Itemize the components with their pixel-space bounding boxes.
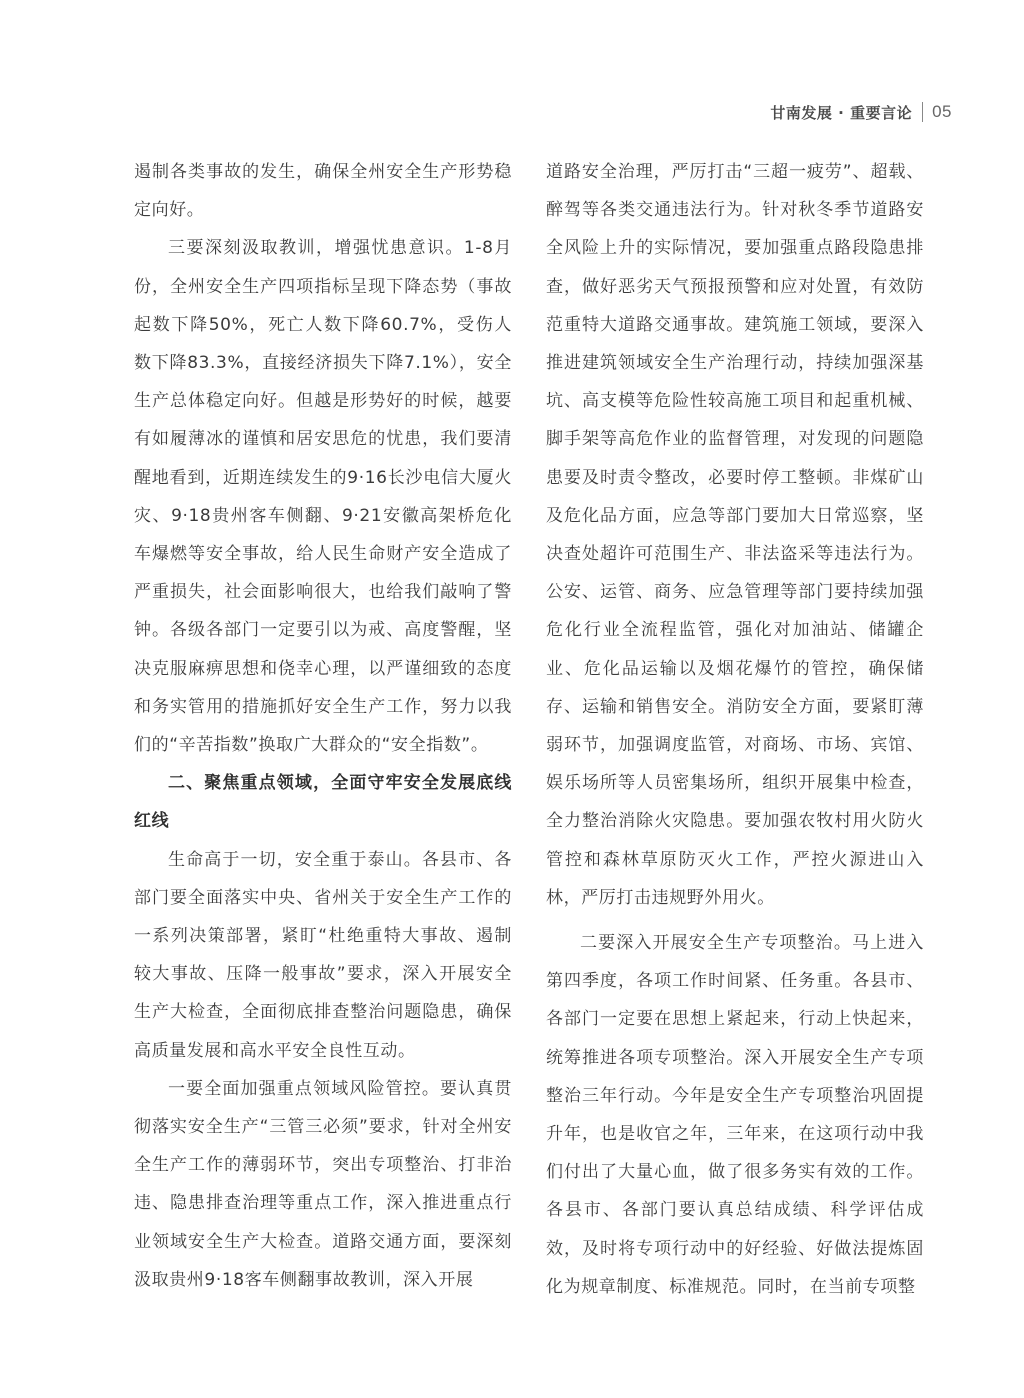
paragraph-continuation: 遏制各类事故的发生，确保全州安全生产形势稳定向好。: [134, 162, 512, 221]
paragraph-safety-first: 生命高于一切，安全重于泰山。各县市、各部门要全面落实中央、省州关于安全生产工作的一系列决策部署，紧盯“杜绝重特大事故、遏制较大事故、压降一般事故”要求，深入开展安全生产大检查，全面彻底排查整治问题隐患，确保高质量发展和高水平安全良性互动。: [134, 849, 512, 1061]
paragraph-risk-control-continued: 道路安全治理，严厉打击“三超一疲劳”、超载、醉驾等各类交通违法行为。针对秋冬季节道路安全风险上升的实际情况，要加强重点路段隐患排查，做好恶劣天气预报预警和应对处置，有效防范重特大道路交通事故。建筑施工领域，要深入推进建筑领域安全生产治理行动，持续加强深基坑、高支模等危险性较高施工项目和起重机械、脚手架等高危作业的监督管理，对发现的问题隐患要及时责令整改，必要时停工整顿。非煤矿山及危化品方面，应急等部门要加大日常巡察，坚决查处超许可范围生产、非法盗采等违法行为。公安、运管、商务、应急管理等部门要持续加强危化行业全流程监管，强化对加油站、储罐企业、危化品运输以及烟花爆竹的管控，确保储存、运输和销售安全。消防安全方面，要紧盯薄弱环节，加强调度监管，对商场、市场、宾馆、娱乐场所等人员密集场所，组织开展集中检查，全力整治消除火灾隐患。要加强农牧村用火防火管控和森林草原防灭火工作，严控火源进山入林，严厉打击违规野外用火。: [546, 162, 924, 908]
right-text-column: [546, 153, 924, 1306]
header-section-title: 甘南发展 · 重要言论: [770, 103, 913, 122]
running-header: [770, 100, 952, 124]
header-divider: [922, 102, 923, 122]
paragraph-special-rectification: 二要深入开展安全生产专项整治。马上进入第四季度，各项工作时间紧、任务重。各县市、各部门一定要在思想上紧起来，行动上快起来，统筹推进各项专项整治。深入开展安全生产专项整治三年行动。今年是安全生产专项整治巩固提升年，也是收官之年，三年来，在这项行动中我们付出了大量心血，做了很多务实有效的工作。各县市、各部门要认真总结成绩、科学评估成效，及时将专项行动中的好经验、好做法提炼固化为规章制度、标准规范。同时，在当前专项整: [546, 933, 924, 1297]
paragraph-lessons: 三要深刻汲取教训，增强忧患意识。1-8月份，全州安全生产四项指标呈现下降态势（事故起数下降50%，死亡人数下降60.7%，受伤人数下降83.3%，直接经济损失下降7.1%），安全生产总体稳定向好。但越是形势好的时候，越要有如履薄冰的谨慎和居安思危的忧患，我们要清醒地看到，近期连续发生的9·16长沙电信大厦火灾、9·18贵州客车侧翻、9·21安徽高架桥危化车爆燃等安全事故，给人民生命财产安全造成了严重损失，社会面影响很大，也给我们敲响了警钟。各级各部门一定要引以为戒、高度警醒，坚决克服麻痹思想和侥幸心理，以严谨细致的态度和务实管用的措施抓好安全生产工作，努力以我们的“辛苦指数”换取广大群众的“安全指数”。: [134, 238, 512, 756]
section-heading: 二、聚焦重点领域，全面守牢安全发展底线红线: [134, 773, 512, 832]
paragraph-risk-control: 一要全面加强重点领域风险管控。要认真贯彻落实安全生产“三管三必须”要求，针对全州安全生产工作的薄弱环节，突出专项整治、打非治违、隐患排查治理等重点工作，深入推进重点行业领域安全生产大检查。道路交通方面，要深刻汲取贵州9·18客车侧翻事故教训，深入开展: [134, 1078, 512, 1290]
left-text-column: [134, 153, 512, 1299]
page-number: 05: [932, 102, 952, 121]
